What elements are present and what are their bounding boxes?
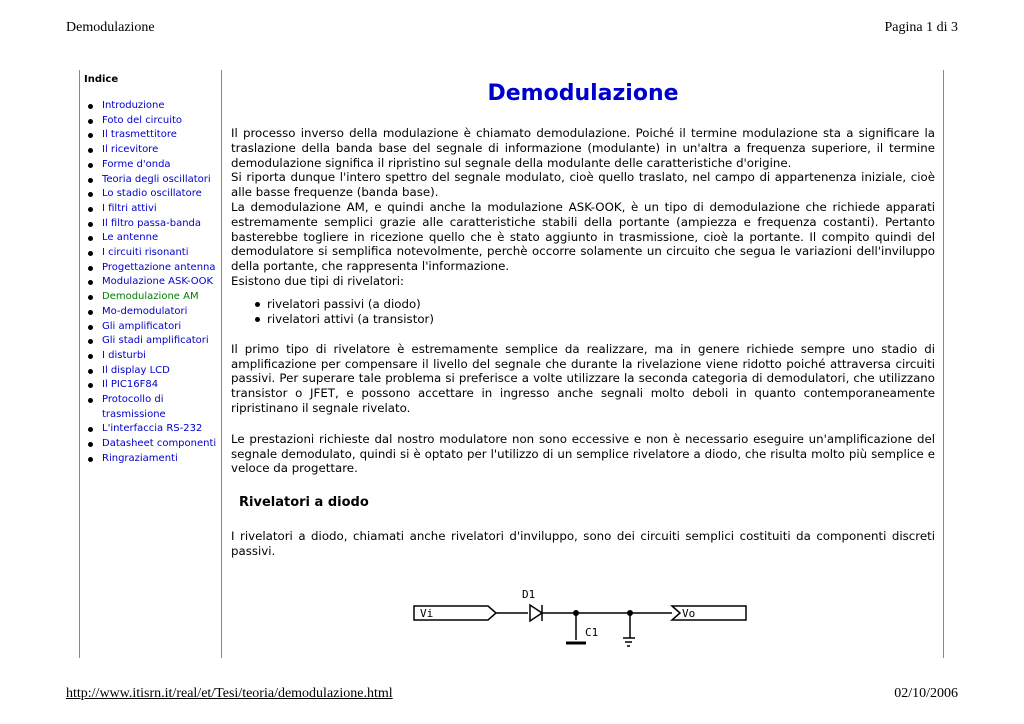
sidebar-link[interactable]: Datasheet componenti [102,438,217,450]
sidebar-link[interactable]: Teoria degli oscillatori [102,173,211,185]
paragraph-types-intro: Esistono due tipi di rivelatori: [231,273,405,288]
sidebar-item [84,349,218,364]
sidebar-item [84,128,218,143]
sidebar-link[interactable]: Demodulazione AM [102,291,199,303]
print-header [66,20,958,40]
sidebar-item [84,334,218,349]
sidebar-item [84,99,218,114]
paragraph-performance: Le prestazioni richieste dal nostro modulatore non sono eccessive e non è necessario eseguire un'amplificazione del segnale demodulato, quindi si è optato per l'utilizzo di un semplice rivelatore a diodo, che risulta molto più semplice e veloce da progettare. [231,431,935,476]
paragraph-first-type: Il primo tipo di rivelatore è estremamente semplice da realizzare, ma in genere richiede sempre uno stadio di amplificazione per compensare il livello del segnale che durante la rivelazione viene ridotto poiché attraversa circuiti passivi. Per superare tale problema si preferisce a volte utilizzare la seconda categoria di demodulatori, che utilizzano transistor o JFET, e possono accettare in ingresso anche segnali molto deboli in quanto contemporaneamente ripristinano il segnale rivelato. [231,341,935,415]
sidebar-link[interactable]: Il display LCD [102,364,170,376]
sidebar-link[interactable]: Protocollo di trasmissione [102,394,166,420]
print-date: 02/10/2006 [894,686,958,701]
sidebar-link[interactable]: Il ricevitore [102,144,159,156]
sidebar-item [84,452,218,467]
sidebar-link[interactable]: I circuiti risonanti [102,247,189,259]
sidebar-link[interactable]: Il PIC16F84 [102,379,159,391]
main-content [231,76,935,559]
output-label: Vo [682,607,696,620]
sidebar-link[interactable]: I disturbi [102,349,146,361]
print-header-title: Demodulazione [66,20,155,35]
sidebar-item [84,231,218,246]
sidebar-item [84,364,218,379]
sidebar-item [84,290,218,305]
sidebar-item [84,217,218,232]
diode-icon [530,605,542,621]
index-list [84,99,218,467]
sidebar-item [84,320,218,335]
sidebar-link[interactable]: Mo-demodulatori [102,305,188,317]
print-footer [66,686,958,706]
diode-detector-schematic [410,586,760,656]
list-item: rivelatori passivi (a diodo) [231,297,935,313]
diode-label: D1 [522,588,536,601]
page-title: Demodulazione [487,81,679,106]
sidebar-link[interactable]: Ringraziamenti [102,452,178,464]
sidebar-link[interactable]: Il trasmettitore [102,129,177,141]
sidebar-item [84,261,218,276]
sidebar-link[interactable]: Forme d'onda [102,158,171,170]
frame-divider [221,70,222,658]
paragraph-spectrum: Si riporta dunque l'intero spettro del segnale modulato, cioè quello traslato, nel campo di appartenenza iniziale, cioè alle basse frequenze (banda base). [231,170,935,200]
sidebar-item [84,114,218,129]
sidebar-item [84,246,218,261]
sidebar-index [84,74,218,467]
input-label: Vi [420,607,434,620]
sidebar-link[interactable]: Modulazione ASK-OOK [102,276,214,288]
sidebar-item [84,158,218,173]
section-title: Rivelatori a diodo [239,495,369,511]
page-url-link[interactable]: http://www.itisrn.it/real/et/Tesi/teoria/demodulazione.html [66,686,393,701]
sidebar-link[interactable]: I filtri attivi [102,202,157,214]
sidebar-link[interactable]: Le antenne [102,232,159,244]
print-header-page: Pagina 1 di 3 [884,20,958,35]
sidebar-link[interactable]: Progettazione antenna [102,261,216,273]
sidebar-link[interactable]: Introduzione [102,100,165,111]
paragraph-diode-detectors: I rivelatori a diodo, chiamati anche rivelatori d'inviluppo, sono dei circuiti semplici costituiti da componenti discreti passivi. [231,528,935,558]
sidebar-link[interactable]: Il filtro passa-banda [102,217,202,229]
sidebar-link[interactable]: Lo stadio oscillatore [102,188,202,200]
sidebar-item [84,378,218,393]
sidebar-item [84,143,218,158]
sidebar-item [84,422,218,437]
sidebar-link[interactable]: Gli amplificatori [102,320,182,332]
sidebar-item [84,202,218,217]
sidebar-item [84,305,218,320]
paragraph-am: La demodulazione AM, e quindi anche la modulazione ASK-OOK, è un tipo di demodulazione che richiede apparati estremamente semplici grazie alle caratteristiche stabili della portante (ampiezza e frequenza costanti). Pertanto basterebbe togliere in ricezione quello che è stato aggiunto in trasmissione, cioè la portante. Il compito quindi del demodulatore si semplifica notevolmente, perchè occorre solamente un circuito che segua le variazioni dell'inviluppo della portante, che rappresenta l'informazione. [231,199,935,274]
sidebar-item [84,437,218,452]
detector-types-list [231,297,935,328]
index-title: Indice [84,74,119,85]
frame-border-left [79,70,80,658]
sidebar-item [84,187,218,202]
sidebar-item [84,393,218,422]
capacitor-label: C1 [585,626,599,639]
sidebar-link[interactable]: L'interfaccia RS-232 [102,423,203,435]
sidebar-item [84,173,218,188]
frame-border-right [943,70,944,658]
list-item: rivelatori attivi (a transistor) [231,312,935,328]
sidebar-item [84,275,218,290]
sidebar-link[interactable]: Foto del circuito [102,114,183,126]
paragraph-intro: Il processo inverso della modulazione è chiamato demodulazione. Poiché il termine modulazione sta a significare la traslazione della banda base del segnale di informazione (modulante) in un'altra a frequenza superiore, il termine demodulazione significa il ripristino sul segnale della modulante delle caratteristiche d'origine. [231,126,935,170]
sidebar-link[interactable]: Gli stadi amplificatori [102,335,209,347]
